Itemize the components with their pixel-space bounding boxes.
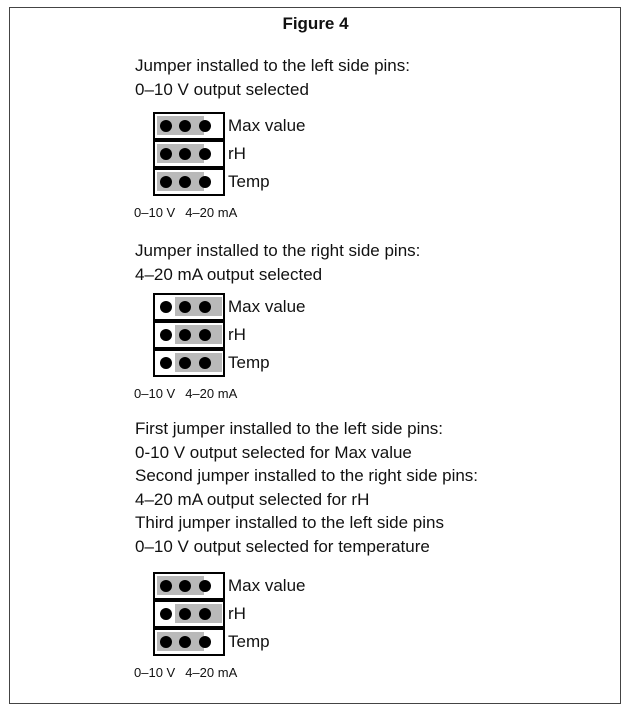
description-line: 0–10 V output selected (135, 79, 309, 99)
figure-frame (9, 7, 621, 704)
header-pin (160, 148, 172, 160)
header-pin (160, 120, 172, 132)
output-axis-labels (134, 205, 237, 220)
header-pin (199, 120, 211, 132)
header-pin (160, 580, 172, 592)
header-pin (199, 176, 211, 188)
jumper-row-max-value (153, 293, 225, 321)
header-pin (160, 608, 172, 620)
section-1-description (135, 54, 410, 101)
header-pin (179, 357, 191, 369)
jumper-row-rh (153, 600, 225, 628)
description-line: First jumper installed to the left side pins: (135, 419, 444, 438)
header-pin (160, 329, 172, 341)
axis-label-current: 4–20 mA (185, 205, 238, 220)
output-axis-labels (134, 665, 237, 680)
header-pin (199, 301, 211, 313)
row-label-rh: rH (228, 604, 246, 623)
axis-label-voltage: 0–10 V (134, 665, 176, 680)
section-3-description (135, 417, 478, 558)
header-pin (160, 357, 172, 369)
jumper-row-temp (153, 349, 225, 377)
header-pin (179, 608, 191, 620)
header-pin (179, 176, 191, 188)
axis-label-voltage: 0–10 V (134, 205, 176, 220)
description-line: 0–10 V output selected for temperature (135, 536, 430, 556)
description-line: Third jumper installed to the left side pins (135, 513, 444, 532)
section-2-description (135, 239, 420, 286)
axis-label-voltage: 0–10 V (134, 386, 176, 401)
row-label-max-value: Max value (228, 576, 306, 595)
row-label-rh: rH (228, 325, 246, 344)
header-pin (199, 329, 211, 341)
figure-title: Figure 4 (282, 14, 349, 33)
row-label-temp: Temp (228, 353, 270, 372)
row-label-rh: rH (228, 144, 246, 163)
description-line: 0-10 V output selected for Max value (135, 442, 412, 462)
header-pin (179, 120, 191, 132)
jumper-row-rh (153, 321, 225, 349)
jumper-row-max-value (153, 112, 225, 140)
jumper-row-rh (153, 140, 225, 168)
header-pin (160, 176, 172, 188)
description-line: Jumper installed to the left side pins: (135, 56, 410, 75)
header-pin (199, 608, 211, 620)
header-pin (179, 580, 191, 592)
axis-label-current: 4–20 mA (185, 386, 238, 401)
header-pin (199, 580, 211, 592)
header-pin (179, 329, 191, 341)
row-label-temp: Temp (228, 172, 270, 191)
row-label-max-value: Max value (228, 297, 306, 316)
jumper-row-temp (153, 628, 225, 656)
header-pin (179, 636, 191, 648)
header-pin (199, 636, 211, 648)
description-line: 4–20 mA output selected for rH (135, 489, 370, 509)
jumper-row-temp (153, 168, 225, 196)
row-label-max-value: Max value (228, 116, 306, 135)
description-line: Second jumper installed to the right side pins: (135, 466, 479, 485)
output-axis-labels (134, 386, 237, 401)
description-line: Jumper installed to the right side pins: (135, 241, 421, 260)
header-pin (179, 301, 191, 313)
header-pin (199, 357, 211, 369)
axis-label-current: 4–20 mA (185, 665, 238, 680)
description-line: 4–20 mA output selected (135, 264, 323, 284)
header-pin (160, 301, 172, 313)
row-label-temp: Temp (228, 632, 270, 651)
header-pin (160, 636, 172, 648)
header-pin (199, 148, 211, 160)
jumper-row-max-value (153, 572, 225, 600)
header-pin (179, 148, 191, 160)
